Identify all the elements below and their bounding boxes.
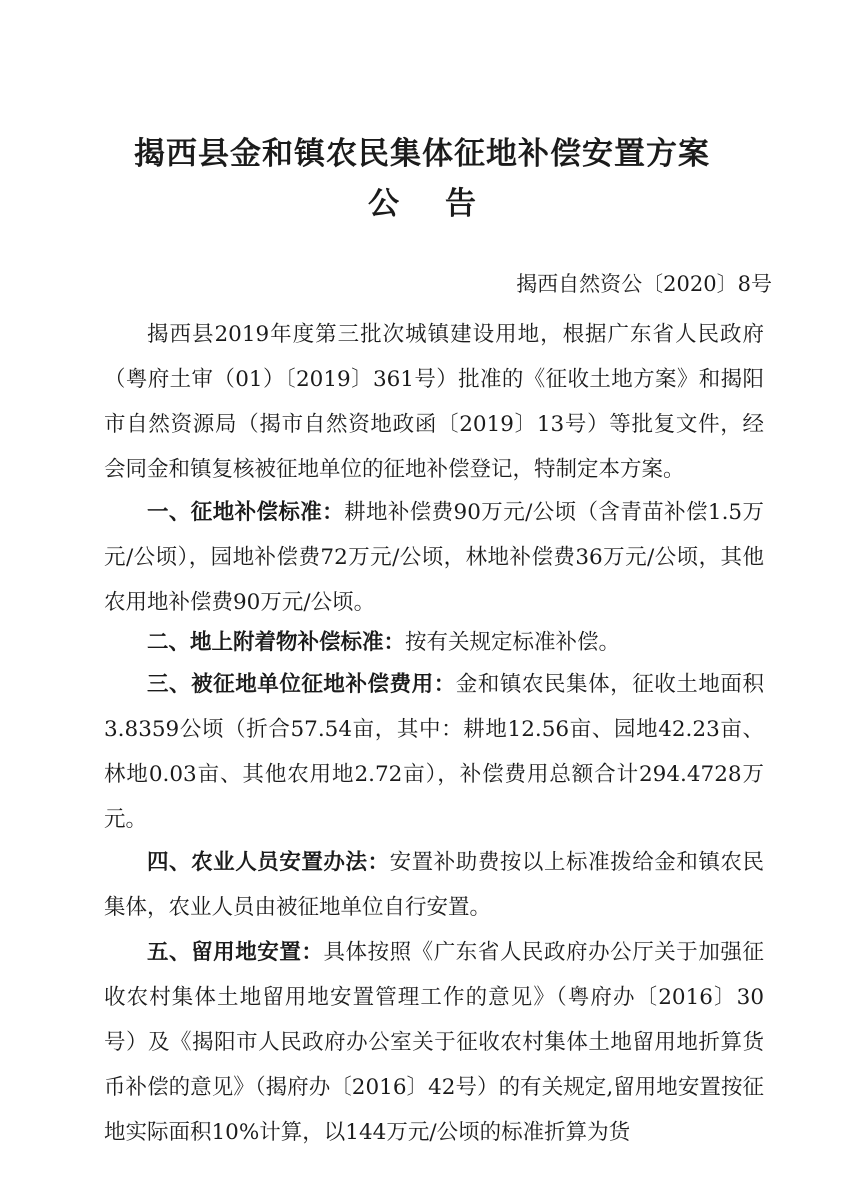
paragraph-text: 按有关规定标准补偿。 (405, 630, 621, 655)
paragraph-compensation-cost (104, 662, 764, 842)
paragraph-heading: 二、地上附着物补偿标准： (147, 630, 406, 655)
paragraph-text: 具体按照《广东省人民政府办公厅关于加强征收农村集体土地留用地安置管理工作的意见》（粤府办〔2016〕30号）及《揭阳市人民政府办公室关于征收农村集体土地留用地折算货币补偿的意见》（揭府办〔2016〕42号）的有关规定,留用地安置按征地实际面积10%计算，以144万元/公顷的标准折算为货 (104, 940, 764, 1145)
paragraph-text: 安置补助费按以上标准拨给金和镇农民集体，农业人员由被征地单位自行安置。 (104, 850, 764, 920)
paragraph-attachment-standard (104, 620, 764, 665)
document-number: 揭西自然资公〔2020〕8号 (516, 272, 772, 296)
paragraph-heading: 三、被征地单位征地补偿费用： (147, 672, 456, 697)
paragraph-text: 耕地补偿费90万元/公顷（含青苗补偿1.5万元/公顷），园地补偿费72万元/公顷，林地补偿费36万元/公顷，其他农用地补偿费90万元/公顷。 (104, 500, 764, 615)
document-subtitle: 公告 (368, 186, 522, 222)
document-title: 揭西县金和镇农民集体征地补偿安置方案 (134, 136, 710, 172)
paragraph-heading: 一、征地补偿标准： (147, 500, 345, 525)
paragraph-text: 金和镇农民集体，征收土地面积3.8359公顷（折合57.54亩，其中：耕地12.56亩、园地42.23亩、林地0.03亩、其他农用地2.72亩），补偿费用总额合计294.4728万元。 (104, 672, 764, 832)
paragraph-intro (104, 312, 764, 492)
paragraph-resettlement (104, 840, 764, 930)
paragraph-compensation-standard (104, 490, 764, 625)
paragraph-heading: 五、留用地安置： (147, 940, 324, 965)
paragraph-heading: 四、农业人员安置办法： (147, 850, 390, 875)
paragraph-reserved-land (104, 930, 764, 1155)
paragraph-text: 揭西县2019年度第三批次城镇建设用地，根据广东省人民政府（粤府土审（01）〔2019〕361号）批准的《征收土地方案》和揭阳市自然资源局（揭市自然资地政函〔2019〕13号）等批复文件，经会同金和镇复核被征地单位的征地补偿登记，特制定本方案。 (104, 322, 764, 482)
